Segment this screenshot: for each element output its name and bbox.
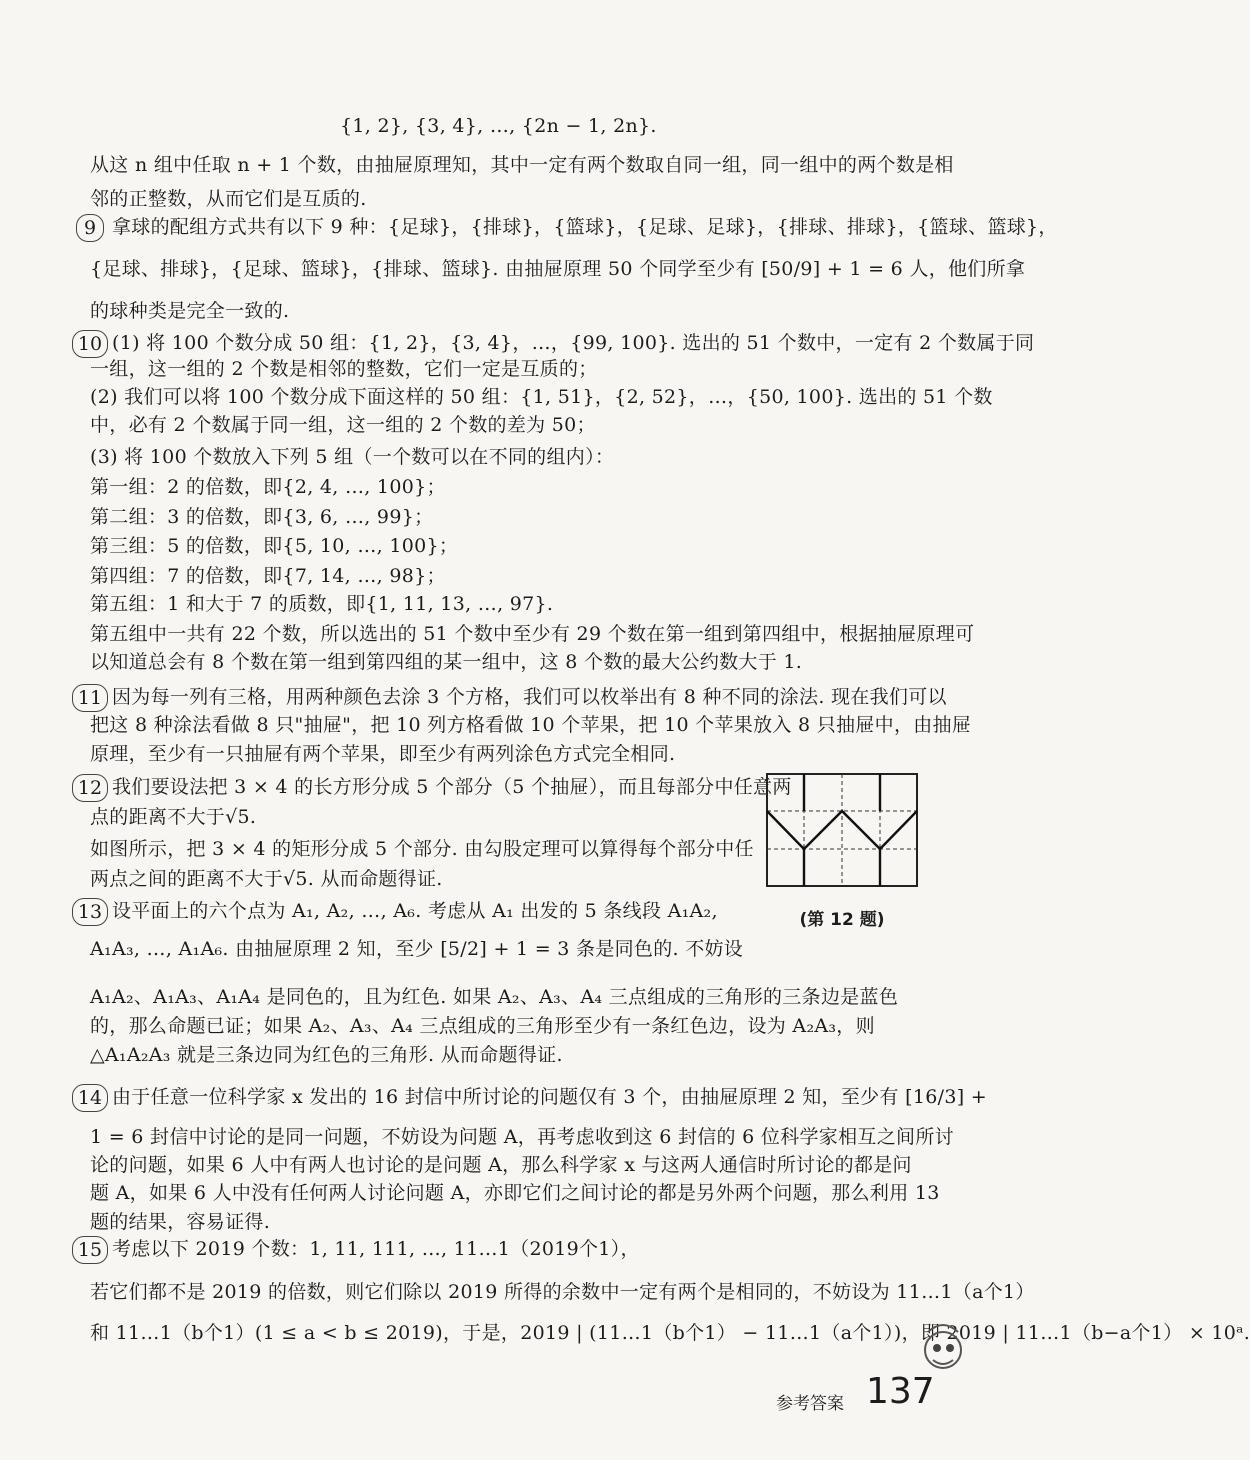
text-line: {1, 2}, {3, 4}, …, {2n − 1, 2n}. [340, 115, 657, 137]
text-line: 邻的正整数，从而它们是互质的. [90, 188, 367, 210]
text-line: 若它们都不是 2019 的倍数，则它们除以 2019 所得的余数中一定有两个是相同的，不妨设为 11…1（a个1） [90, 1281, 1035, 1303]
figure-3x4-rectangle [766, 773, 918, 893]
text-line: A₁A₂、A₁A₃、A₁A₄ 是同色的，且为红色. 如果 A₂、A₃、A₄ 三点组成的三角形的三条边是蓝色 [90, 986, 899, 1008]
text-line: 第三组：5 的倍数，即{5, 10, …, 100}； [90, 535, 459, 557]
text-line: 点的距离不大于√5. [90, 806, 257, 828]
text-line: 第一组：2 的倍数，即{2, 4, …, 100}； [90, 476, 446, 498]
text-line: A₁A₃, …, A₁A₆. 由抽屉原理 2 知，至少 [5/2] + 1 = 3 条是同色的. 不妨设 [90, 938, 744, 960]
question-number-badge: 12 [72, 774, 108, 802]
question-number-badge: 15 [72, 1236, 108, 1264]
figure-caption: (第 12 题) [799, 910, 885, 930]
text-line: △A₁A₂A₃ 就是三条边同为红色的三角形. 从而命题得证. [90, 1044, 563, 1066]
corner-cartoon-icon [898, 1318, 988, 1388]
text-line: 第五组中一共有 22 个数，所以选出的 51 个数中至少有 29 个数在第一组到第四组中，根据抽屉原理可 [90, 623, 975, 645]
text-line: 考虑以下 2019 个数：1, 11, 111, …, 11…1（2019个1）， [112, 1238, 640, 1260]
text-line: 的，那么命题已证；如果 A₂、A₃、A₄ 三点组成的三角形至少有一条红色边，设为 A₂A₃，则 [90, 1015, 875, 1037]
text-line: 原理，至少有一只抽屉有两个苹果，即至少有两列涂色方式完全相同. [90, 743, 676, 765]
text-line: 一组，这一组的 2 个数是相邻的整数，它们一定是互质的； [90, 358, 598, 380]
text-line: 以知道总会有 8 个数在第一组到第四组的某一组中，这 8 个数的最大公约数大于 1. [90, 651, 803, 673]
text-line: 第四组：7 的倍数，即{7, 14, …, 98}； [90, 565, 446, 587]
text-line: 如图所示，把 3 × 4 的矩形分成 5 个部分. 由勾股定理可以算得每个部分中任 [90, 838, 754, 860]
question-number-badge: 13 [72, 898, 108, 926]
footer-label: 参考答案 [776, 1394, 844, 1414]
text-line: 设平面上的六个点为 A₁, A₂, …, A₆. 考虑从 A₁ 出发的 5 条线段 A₁A₂, [112, 900, 718, 922]
text-line: 因为每一列有三格，用两种颜色去涂 3 个方格，我们可以枚举出有 8 种不同的涂法. 现在我们可以 [112, 686, 947, 708]
question-number-badge: 10 [72, 330, 108, 358]
text-line: 两点之间的距离不大于√5. 从而命题得证. [90, 868, 443, 890]
page-number: 137 [866, 1371, 935, 1412]
text-line: 由于任意一位科学家 x 发出的 16 封信中所讨论的问题仅有 3 个，由抽屉原理 2 知，至少有 [16/3] + [112, 1086, 987, 1108]
text-line: 论的问题，如果 6 人中有两人也讨论的是问题 A，那么科学家 x 与这两人通信时所讨论的都是问 [90, 1154, 912, 1176]
text-line: 拿球的配组方式共有以下 9 种：{足球}，{排球}，{篮球}，{足球、足球}，{排球、排球}，{篮球、篮球}， [112, 216, 1058, 238]
text-line: (3) 将 100 个数放入下列 5 组（一个数可以在不同的组内）： [90, 446, 615, 468]
text-line: 的球种类是完全一致的. [90, 300, 290, 322]
text-line: 中，必有 2 个数属于同一组，这一组的 2 个数的差为 50； [90, 414, 596, 436]
text-line: 把这 8 种涂法看做 8 只"抽屉"，把 10 列方格看做 10 个苹果，把 10 个苹果放入 8 只抽屉中，由抽屉 [90, 714, 972, 736]
text-line: 第五组：1 和大于 7 的质数，即{1, 11, 13, …, 97}. [90, 593, 554, 615]
text-line: 题 A，如果 6 人中没有任何两人讨论问题 A，亦即它们之间讨论的都是另外两个问题，那么利用 13 [90, 1182, 940, 1204]
text-line: 题的结果，容易证得. [90, 1211, 271, 1233]
text-line: 1 = 6 封信中讨论的是同一问题，不妨设为问题 A，再考虑收到这 6 封信的 6 位科学家相互之间所讨 [90, 1126, 954, 1148]
text-line: (1) 将 100 个数分成 50 组：{1, 2}，{3, 4}，…，{99, 100}. 选出的 51 个数中，一定有 2 个数属于同 [112, 332, 1035, 354]
text-line: 从这 n 组中任取 n + 1 个数，由抽屉原理知，其中一定有两个数取自同一组，同一组中的两个数是相 [90, 154, 954, 176]
question-number-badge: 14 [72, 1084, 108, 1112]
question-number-badge: 9 [76, 214, 104, 242]
text-line: (2) 我们可以将 100 个数分成下面这样的 50 组：{1, 51}，{2, 52}，…，{50, 100}. 选出的 51 个数 [90, 386, 993, 408]
text-line: 和 11…1（b个1）(1 ≤ a < b ≤ 2019)，于是，2019 | (11…1（b个1） − 11…1（a个1）)，即 2019 | 11…1（b−a个1） × 10ᵃ. [90, 1322, 1250, 1344]
text-line: 我们要设法把 3 × 4 的长方形分成 5 个部分（5 个抽屉），而且每部分中任意两 [112, 776, 792, 798]
text-line: 第二组：3 的倍数，即{3, 6, …, 99}； [90, 506, 434, 528]
question-number-badge: 11 [72, 684, 108, 712]
text-line: {足球、排球}，{足球、篮球}，{排球、篮球}. 由抽屉原理 50 个同学至少有 [50/9] + 1 = 6 人，他们所拿 [90, 258, 1026, 280]
